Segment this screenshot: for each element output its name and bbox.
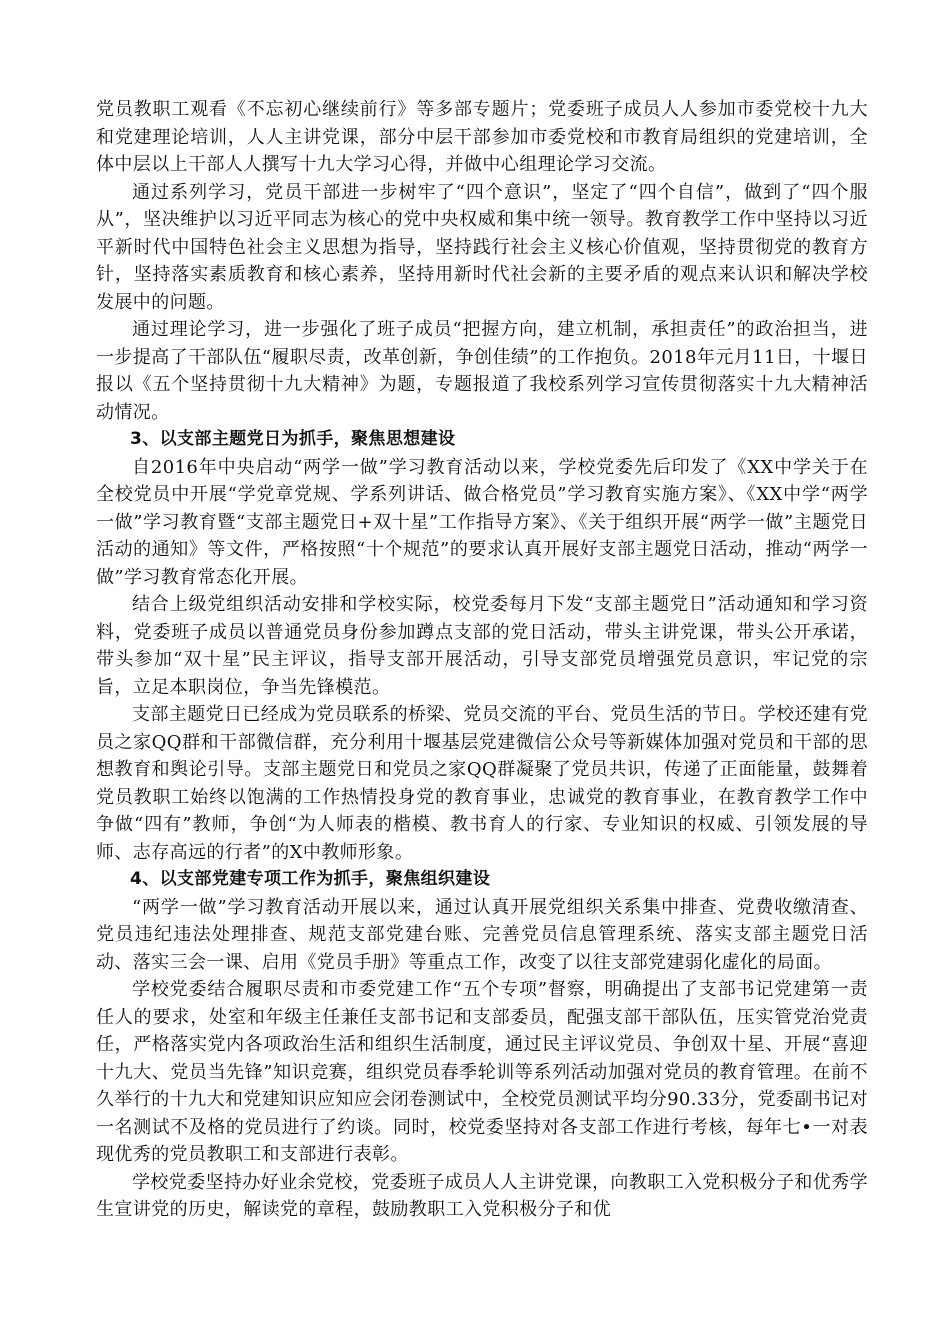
- paragraph-1: 党员教职工观看《不忘初心继续前行》等多部专题片；党委班子成员人人参加市委党校十九大和党建理论培训，人人主讲党课，部分中层干部参加市委党校和市教育局组织的党建培训，全体中层以上干部人人撰写十九大学习心得，并做中心组理论学习交流。: [96, 99, 868, 175]
- paragraph-7: “两学一做”学习教育活动开展以来，通过认真开展党组织关系集中排查、党费收缴清查、党员违纪违法处理排查、规范支部党建台账、完善党员信息管理系统、落实支部主题党日活动、落实三会一课、启用《党员手册》等重点工作，改变了以往支部党建弱化虚化的局面。: [96, 896, 868, 973]
- paragraph-8: 学校党委结合履职尽责和市委党建工作“五个专项”督察，明确提出了支部书记党建第一责任人的要求，处室和年级主任兼任支部书记和支部委员，配强支部干部队伍，压实管党治党责任，严格落实党内各项政治生活和组织生活制度，通过民主评议党员、争创双十星、开展“喜迎十九大、党员当先锋”知识竞赛，组织党员春季轮训等系列活动加强对党员的教育管理。在前不久举行的十九大和党建知识应知应会闭卷测试中，全校党员测试平均分90.33分，党委副书记对一名测试不及格的党员进行了约谈。同时，校党委坚持对各支部工作进行考核，每年七•一对表现优秀的党员教职工和支部进行表彰。: [96, 979, 868, 1165]
- paragraph-6: 支部主题党日已经成为党员联系的桥梁、党员交流的平台、党员生活的节日。学校还建有党员之家QQ群和干部微信群，充分利用十堰基层党建微信公众号等新媒体加强对党员和干部的思想教育和舆论引导。支部主题党日和党员之家QQ群凝聚了党员共识，传递了正面能量，鼓舞着党员教职工始终以饱满的工作热情投身党的教育事业，忠诚党的教育事业，在教育教学工作中争做“四有”教师，争创“为人师表的楷模、教书育人的行家、专业知识的权威、引领发展的导师、志存高远的行者”的X中教师形象。: [96, 704, 868, 863]
- section-heading-4: 4、以支部党建专项工作为抓手，聚焦组织建设: [130, 869, 491, 889]
- paragraph-3: 通过理论学习，进一步强化了班子成员“把握方向，建立机制，承担责任”的政治担当，进一步提高了干部队伍“履职尽责，改革创新，争创佳绩”的工作抱负。2018年元月11日，十堰日报以《五个坚持贯彻十九大精神》为题，专题报道了我校系列学习宣传贯彻落实十九大精神活动情况。: [96, 319, 868, 423]
- paragraph-9: 学校党委坚持办好业余党校，党委班子成员人人主讲党课，向教职工入党积极分子和优秀学生宣讲党的历史，解读党的章程，鼓励教职工入党积极分子和优: [96, 1171, 868, 1220]
- document-page: [96, 96, 868, 1224]
- paragraph-5: 结合上级党组织活动安排和学校实际，校党委每月下发“支部主题党日”活动通知和学习资料，党委班子成员以普通党员身份参加蹲点支部的党日活动，带头主讲党课，带头公开承诺，带头参加“双十星”民主评议，指导支部开展活动，引导支部党员增强党员意识，牢记党的宗旨，立足本职岗位，争当先锋模范。: [96, 594, 868, 698]
- paragraph-4: 自2016年中央启动“两学一做”学习教育活动以来，学校党委先后印发了《XX中学关于在全校党员中开展“学党章党规、学系列讲话、做合格党员”学习教育实施方案》、《XX中学“两学一做”学习教育暨“支部主题党日+双十星”工作指导方案》、《关于组织开展“两学一做”主题党日活动的通知》等文件，严格按照“十个规范”的要求认真开展好支部主题党日活动，推动“两学一做”学习教育常态化开展。: [96, 456, 868, 588]
- section-heading-3: 3、以支部主题党日为抓手，聚焦思想建设: [130, 429, 456, 449]
- paragraph-2: 通过系列学习，党员干部进一步树牢了“四个意识”，坚定了“四个自信”，做到了“四个服从”，坚决维护以习近平同志为核心的党中央权威和集中统一领导。教育教学工作中坚持以习近平新时代中国特色社会主义思想为指导，坚持践行社会主义核心价值观，坚持贯彻党的教育方针，坚持落实素质教育和核心素养，坚持用新时代社会新的主要矛盾的观点来认识和解决学校发展中的问题。: [96, 181, 868, 313]
